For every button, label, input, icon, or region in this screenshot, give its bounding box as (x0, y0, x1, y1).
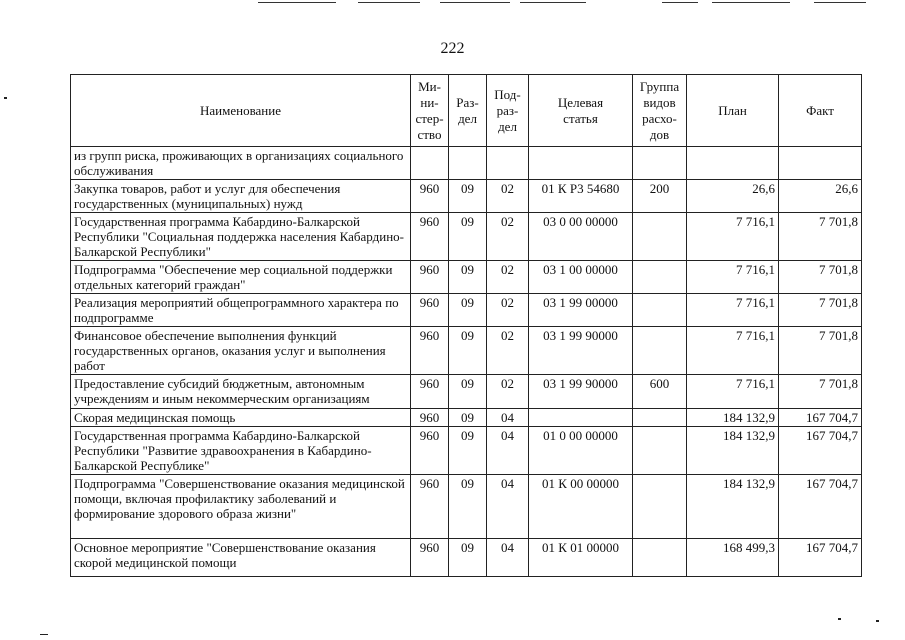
row-name: из групп риска, проживающих в организациях социального обслуживания (71, 147, 411, 180)
scan-artifact-line (662, 2, 698, 3)
row-ministry: 960 (411, 375, 449, 409)
row-group (633, 475, 687, 539)
scan-artifact-line (358, 2, 420, 3)
row-ministry: 960 (411, 213, 449, 261)
row-name: Основное мероприятие "Совершенствование оказания скорой медицинской помощи (71, 539, 411, 577)
header-subsection: Под- раз- дел (487, 75, 529, 147)
row-subsection: 04 (487, 427, 529, 475)
row-fact (779, 147, 862, 180)
row-plan: 7 716,1 (687, 294, 779, 327)
row-plan: 26,6 (687, 180, 779, 213)
row-name: Реализация мероприятий общепрограммного характера по подпрограмме (71, 294, 411, 327)
scan-speck (876, 620, 879, 622)
row-ministry: 960 (411, 539, 449, 577)
row-fact: 7 701,8 (779, 261, 862, 294)
table-row (71, 180, 862, 213)
row-plan: 7 716,1 (687, 375, 779, 409)
row-subsection: 02 (487, 180, 529, 213)
row-ministry: 960 (411, 180, 449, 213)
row-fact: 26,6 (779, 180, 862, 213)
budget-table (70, 74, 862, 577)
row-group (633, 327, 687, 375)
row-group: 200 (633, 180, 687, 213)
row-target (529, 409, 633, 427)
table-row (71, 539, 862, 577)
row-group (633, 294, 687, 327)
row-subsection: 04 (487, 539, 529, 577)
row-group: 600 (633, 375, 687, 409)
table-row (71, 327, 862, 375)
row-plan (687, 147, 779, 180)
row-subsection: 02 (487, 261, 529, 294)
row-fact: 7 701,8 (779, 213, 862, 261)
scan-artifact-line (712, 2, 790, 3)
row-plan: 7 716,1 (687, 213, 779, 261)
table-row (71, 294, 862, 327)
row-subsection: 02 (487, 294, 529, 327)
row-plan: 184 132,9 (687, 475, 779, 539)
header-target: Целевая статья (529, 75, 633, 147)
row-target: 01 К 01 00000 (529, 539, 633, 577)
row-section: 09 (449, 213, 487, 261)
row-target: 03 0 00 00000 (529, 213, 633, 261)
table-row (71, 261, 862, 294)
row-subsection (487, 147, 529, 180)
row-fact: 167 704,7 (779, 539, 862, 577)
row-plan: 184 132,9 (687, 427, 779, 475)
row-section: 09 (449, 539, 487, 577)
row-target: 01 К Р3 54680 (529, 180, 633, 213)
row-ministry: 960 (411, 427, 449, 475)
row-plan: 184 132,9 (687, 409, 779, 427)
header-group: Группа видов расхо- дов (633, 75, 687, 147)
row-group (633, 261, 687, 294)
row-name: Государственная программа Кабардино-Балкарской Республики "Развитие здравоохранения в Кабардино-Балкарской Республике" (71, 427, 411, 475)
row-section: 09 (449, 261, 487, 294)
row-name: Финансовое обеспечение выполнения функций государственных органов, оказания услуг и выполнения работ (71, 327, 411, 375)
scan-speck (40, 634, 48, 635)
row-section: 09 (449, 180, 487, 213)
table-row (71, 147, 862, 180)
scan-artifact-line (258, 2, 336, 3)
header-plan: План (687, 75, 779, 147)
row-target: 03 1 99 90000 (529, 327, 633, 375)
row-subsection: 02 (487, 375, 529, 409)
row-group (633, 427, 687, 475)
row-target: 01 К 00 00000 (529, 475, 633, 539)
row-ministry: 960 (411, 294, 449, 327)
row-section (449, 147, 487, 180)
header-section: Раз- дел (449, 75, 487, 147)
scan-speck (838, 618, 841, 620)
row-ministry: 960 (411, 409, 449, 427)
row-target: 03 1 99 00000 (529, 294, 633, 327)
row-target (529, 147, 633, 180)
scan-speck (4, 97, 7, 99)
row-fact: 7 701,8 (779, 375, 862, 409)
row-fact: 7 701,8 (779, 294, 862, 327)
row-group (633, 539, 687, 577)
row-name: Скорая медицинская помощь (71, 409, 411, 427)
table-row (71, 409, 862, 427)
row-fact: 7 701,8 (779, 327, 862, 375)
row-plan: 7 716,1 (687, 261, 779, 294)
table-row (71, 213, 862, 261)
row-subsection: 02 (487, 327, 529, 375)
row-ministry: 960 (411, 327, 449, 375)
row-name: Подпрограмма "Совершенствование оказания медицинской помощи, включая профилактику заболеваний и формирование здорового образа жизни" (71, 475, 411, 539)
row-section: 09 (449, 294, 487, 327)
scan-artifact-line (814, 2, 866, 3)
row-section: 09 (449, 427, 487, 475)
row-subsection: 04 (487, 475, 529, 539)
scan-artifact-line (520, 2, 586, 3)
row-group (633, 409, 687, 427)
row-name: Предоставление субсидий бюджетным, автономным учреждениям и иным некоммерческим организациям (71, 375, 411, 409)
scan-artifact-line (440, 2, 510, 3)
header-name: Наименование (71, 75, 411, 147)
row-fact: 167 704,7 (779, 427, 862, 475)
header-fact: Факт (779, 75, 862, 147)
table-row (71, 475, 862, 539)
table-header-row (71, 75, 862, 147)
row-section: 09 (449, 375, 487, 409)
row-section: 09 (449, 475, 487, 539)
table-row (71, 427, 862, 475)
row-fact: 167 704,7 (779, 475, 862, 539)
row-ministry: 960 (411, 475, 449, 539)
row-name: Подпрограмма "Обеспечение мер социальной поддержки отдельных категорий граждан" (71, 261, 411, 294)
row-name: Государственная программа Кабардино-Балкарской Республики "Социальная поддержка населения Кабардино-Балкарской Республики" (71, 213, 411, 261)
row-fact: 167 704,7 (779, 409, 862, 427)
page-number: 222 (440, 40, 465, 57)
row-target: 03 1 99 90000 (529, 375, 633, 409)
row-target: 01 0 00 00000 (529, 427, 633, 475)
row-section: 09 (449, 327, 487, 375)
row-target: 03 1 00 00000 (529, 261, 633, 294)
row-group (633, 147, 687, 180)
row-plan: 168 499,3 (687, 539, 779, 577)
row-ministry: 960 (411, 261, 449, 294)
table-row (71, 375, 862, 409)
row-subsection: 04 (487, 409, 529, 427)
row-ministry (411, 147, 449, 180)
row-name: Закупка товаров, работ и услуг для обеспечения государственных (муниципальных) нужд (71, 180, 411, 213)
row-section: 09 (449, 409, 487, 427)
row-subsection: 02 (487, 213, 529, 261)
header-ministry: Ми- ни- стер- ство (411, 75, 449, 147)
row-group (633, 213, 687, 261)
row-plan: 7 716,1 (687, 327, 779, 375)
